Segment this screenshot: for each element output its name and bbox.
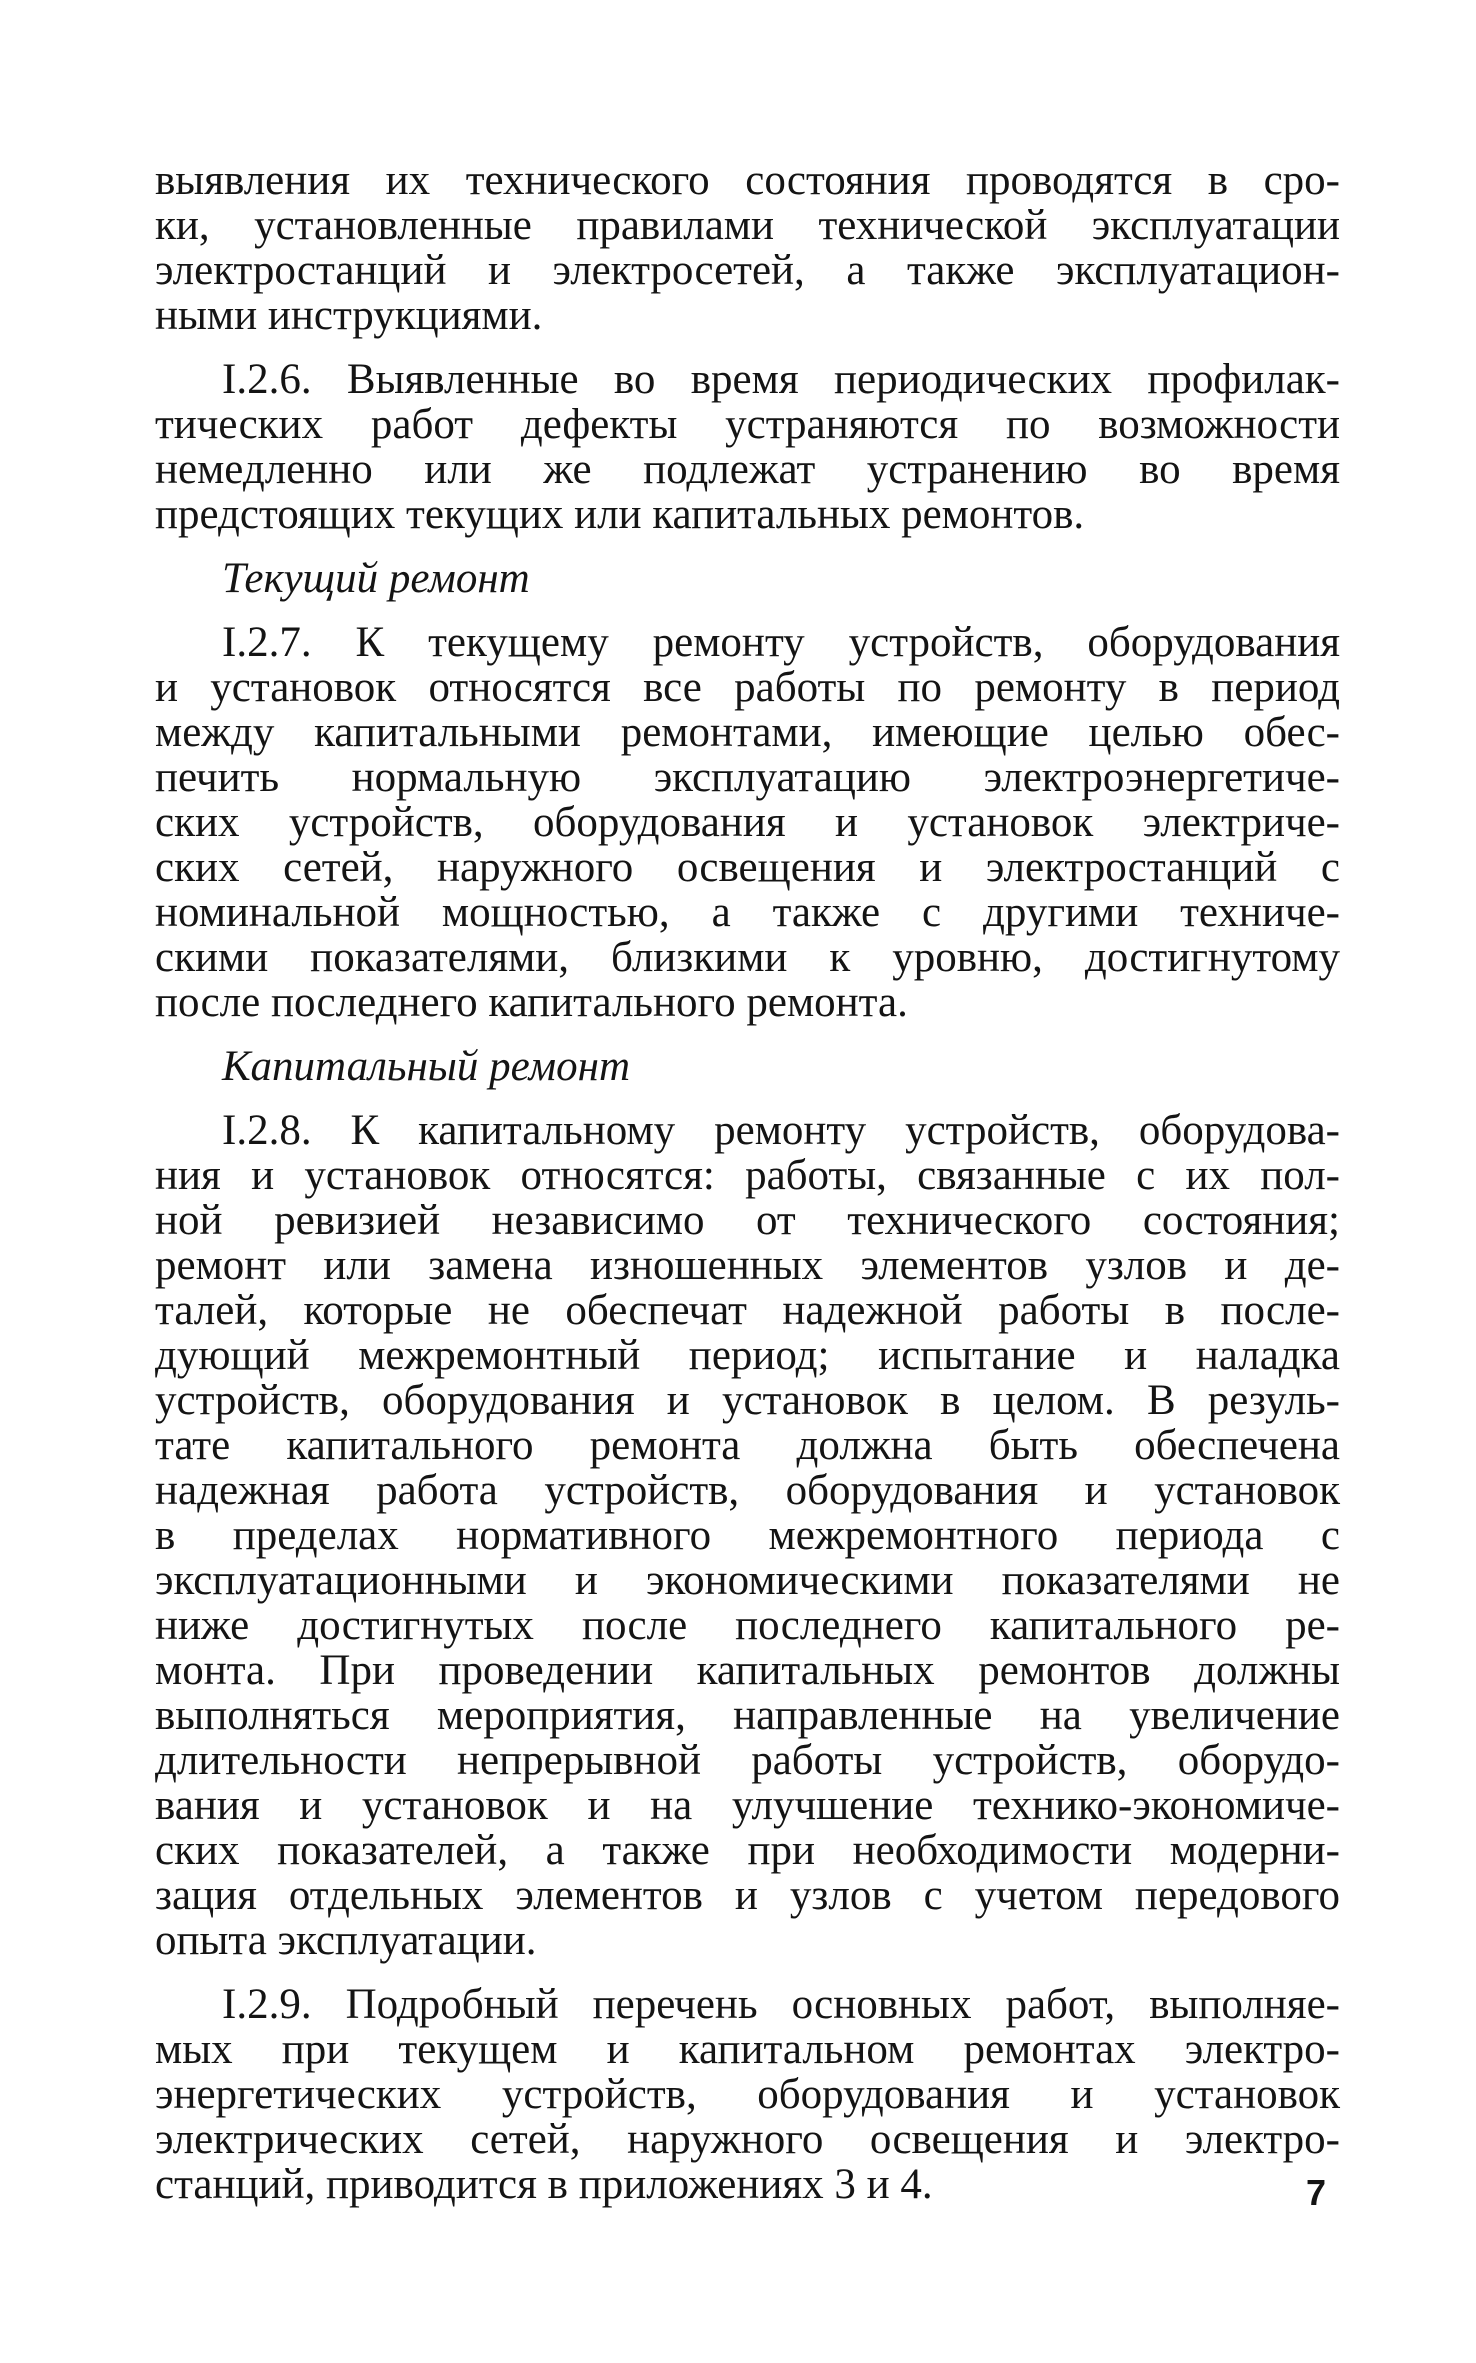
text-line: номинальной мощностью, а также с другими техниче-: [155, 889, 1340, 936]
text-line: надежная работа устройств, оборудования и установок: [155, 1467, 1340, 1514]
text-line: печить нормальную эксплуатацию электроэнергетиче-: [155, 754, 1340, 801]
text-line: опыта эксплуатации.: [155, 1917, 537, 1964]
text-line: I.2.7. К текущему ремонту устройств, оборудования: [222, 619, 1340, 666]
paragraph-1-2-6: [155, 357, 1340, 537]
text-line: и установок относятся все работы по ремонту в период: [155, 664, 1340, 711]
section-heading-capital-repair: Капитальный ремонт: [222, 1043, 630, 1090]
text-line: ских устройств, оборудования и установок электриче-: [155, 799, 1340, 846]
paragraph-1-2-7: [155, 620, 1340, 1025]
text-line: вания и установок и на улучшение технико-экономиче-: [155, 1782, 1340, 1829]
section-heading-current-repair: Текущий ремонт: [222, 555, 530, 602]
text-line: талей, которые не обеспечат надежной работы в после-: [155, 1287, 1340, 1334]
text-line: мых при текущем и капитальном ремонтах электро-: [155, 2026, 1340, 2073]
text-line: немедленно или же подлежат устранению во время: [155, 446, 1340, 493]
text-line: после последнего капитального ремонта.: [155, 979, 908, 1026]
text-line: дующий межремонтный период; испытание и наладка: [155, 1332, 1340, 1379]
text-line: станций, приводится в приложениях 3 и 4.: [155, 2161, 933, 2208]
text-line: устройств, оборудования и установок в целом. В резуль-: [155, 1377, 1340, 1424]
text-line: тических работ дефекты устраняются по возможности: [155, 401, 1340, 448]
paragraph-continuation: [155, 158, 1340, 338]
text-line: выявления их технического состояния проводятся в сро-: [155, 157, 1340, 204]
text-line: I.2.6. Выявленные во время периодических профилак-: [222, 356, 1340, 403]
text-line: I.2.9. Подробный перечень основных работ, выполняе-: [222, 1981, 1340, 2028]
text-line: выполняться мероприятия, направленные на увеличение: [155, 1692, 1340, 1739]
text-line: ки, установленные правилами технической эксплуатации: [155, 202, 1340, 249]
text-line: энергетических устройств, оборудования и установок: [155, 2071, 1340, 2118]
text-line: в пределах нормативного межремонтного периода с: [155, 1512, 1340, 1559]
page-number: 7: [1306, 2172, 1327, 2213]
text-line: между капитальными ремонтами, имеющие целью обес-: [155, 709, 1340, 756]
paragraph-1-2-8: [155, 1108, 1340, 1963]
text-line: зация отдельных элементов и узлов с учетом передового: [155, 1872, 1340, 1919]
text-line: ниже достигнутых после последнего капитального ре-: [155, 1602, 1340, 1649]
text-line: эксплуатационными и экономическими показателями не: [155, 1557, 1340, 1604]
text-line: ских показателей, а также при необходимости модерни-: [155, 1827, 1340, 1874]
text-line: тате капитального ремонта должна быть обеспечена: [155, 1422, 1340, 1469]
text-line: предстоящих текущих или капитальных ремонтов.: [155, 491, 1085, 538]
text-line: монта. При проведении капитальных ремонтов должны: [155, 1647, 1340, 1694]
text-line: электростанций и электросетей, а также эксплуатацион-: [155, 247, 1340, 294]
paragraph-1-2-9: [155, 1982, 1340, 2207]
text-line: скими показателями, близкими к уровню, достигнутому: [155, 934, 1340, 981]
text-line: электрических сетей, наружного освещения и электро-: [155, 2116, 1340, 2163]
text-line: длительности непрерывной работы устройств, оборудо-: [155, 1737, 1340, 1784]
body-text: [155, 158, 1340, 2207]
text-line: ремонт или замена изношенных элементов узлов и де-: [155, 1242, 1340, 1289]
text-line: ной ревизией независимо от технического состояния;: [155, 1197, 1340, 1244]
text-line: I.2.8. К капитальному ремонту устройств, оборудова-: [222, 1107, 1340, 1154]
text-line: ния и установок относятся: работы, связанные с их пол-: [155, 1152, 1340, 1199]
text-line: ских сетей, наружного освещения и электростанций с: [155, 844, 1340, 891]
text-line: ными инструкциями.: [155, 292, 543, 339]
